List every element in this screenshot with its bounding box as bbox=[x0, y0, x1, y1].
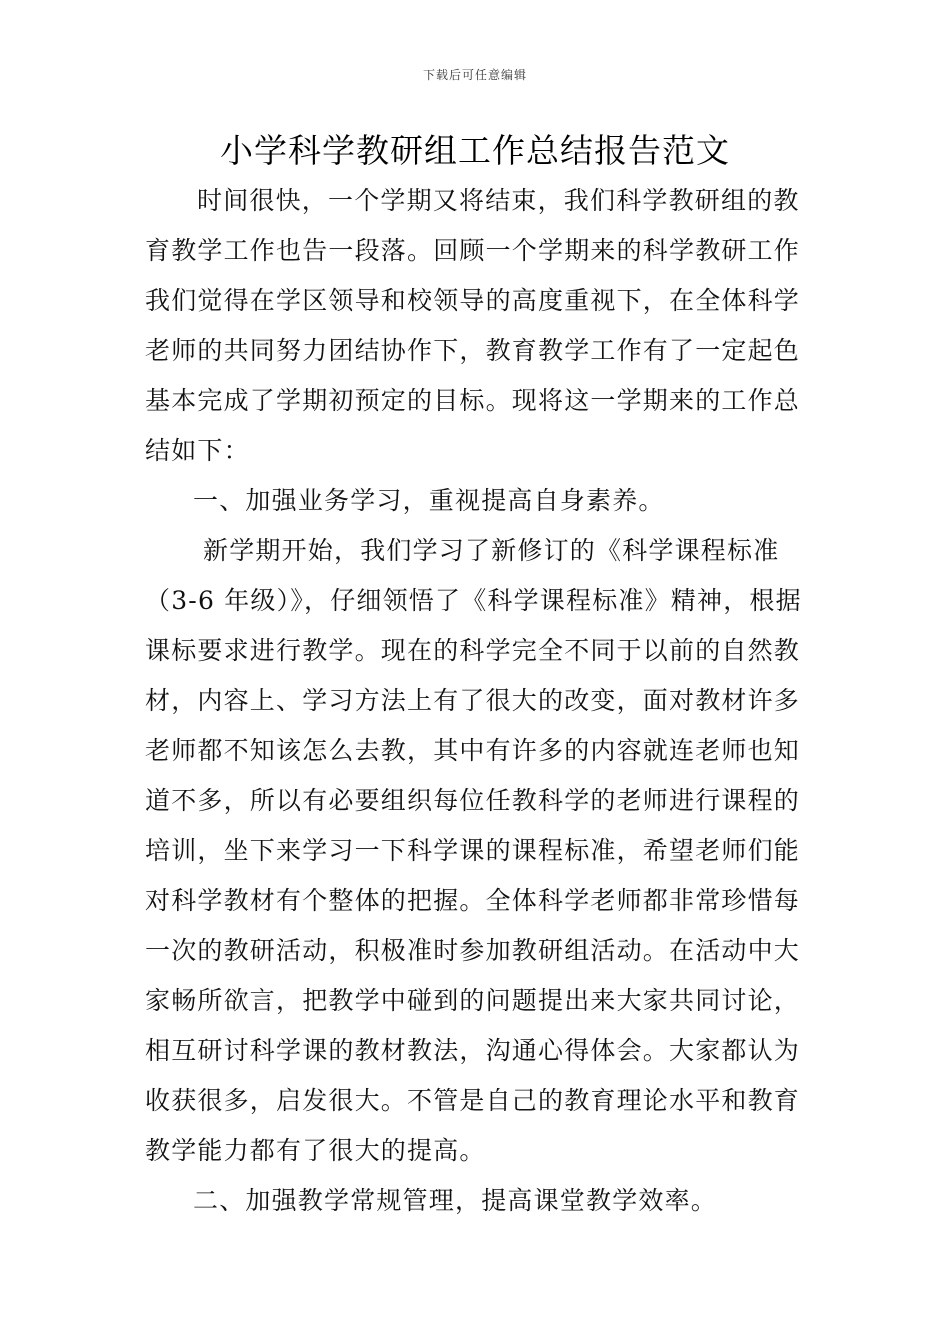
paragraph-line: 道不多，所以有必要组织每位任教科学的老师进行课程的 bbox=[145, 786, 801, 815]
header-note: 下载后可任意编辑 bbox=[422, 68, 527, 82]
paragraph-line: 培训，坐下来学习一下科学课的课程标准，希望老师们能 bbox=[145, 836, 801, 865]
paragraph-line: 课标要求进行教学。现在的科学完全不同于以前的自然教 bbox=[145, 636, 801, 665]
paragraph-line: 老师都不知该怎么去教，其中有许多的内容就连老师也知 bbox=[145, 736, 801, 765]
paragraph-line: 对科学教材有个整体的把握。全体科学老师都非常珍惜每 bbox=[145, 886, 801, 915]
paragraph-line: 时间很快，一个学期又将结束，我们科学教研组的教 bbox=[197, 186, 800, 215]
paragraph-line: 相互研讨科学课的教材教法，沟通心得体会。大家都认为 bbox=[145, 1036, 801, 1065]
paragraph-line: 结如下： bbox=[145, 436, 250, 465]
paragraph-line: 一次的教研活动，积极准时参加教研组活动。在活动中大 bbox=[145, 936, 801, 965]
paragraph-line: 育教学工作也告一段落。回顾一个学期来的科学教研工作 bbox=[145, 236, 801, 265]
paragraph-line: 家畅所欲言，把教学中碰到的问题提出来大家共同讨论， bbox=[145, 986, 801, 1015]
paragraph-line: 收获很多，启发很大。不管是自己的教育理论水平和教育 bbox=[145, 1086, 801, 1115]
paragraph-line: 基本完成了学期初预定的目标。现将这一学期来的工作总 bbox=[145, 386, 801, 415]
paragraph-line: 我们觉得在学区领导和校领导的高度重视下，在全体科学 bbox=[145, 286, 801, 315]
paragraph-line: （3-6 年级）》，仔细领悟了《科学课程标准》精神，根据 bbox=[145, 586, 802, 615]
document-title: 小学科学教研组工作总结报告范文 bbox=[220, 131, 730, 170]
section-heading: 一、加强业务学习，重视提高自身素养。 bbox=[193, 486, 665, 515]
paragraph-line: 材，内容上、学习方法上有了很大的改变，面对教材许多 bbox=[145, 686, 801, 715]
paragraph-line: 老师的共同努力团结协作下，教育教学工作有了一定起色 bbox=[145, 336, 801, 365]
paragraph-line: 教学能力都有了很大的提高。 bbox=[145, 1136, 486, 1165]
paragraph-line: 新学期开始，我们学习了新修订的《科学课程标准 bbox=[203, 536, 780, 565]
section-heading: 二、加强教学常规管理，提高课堂教学效率。 bbox=[193, 1186, 718, 1215]
document-body bbox=[145, 176, 810, 1226]
